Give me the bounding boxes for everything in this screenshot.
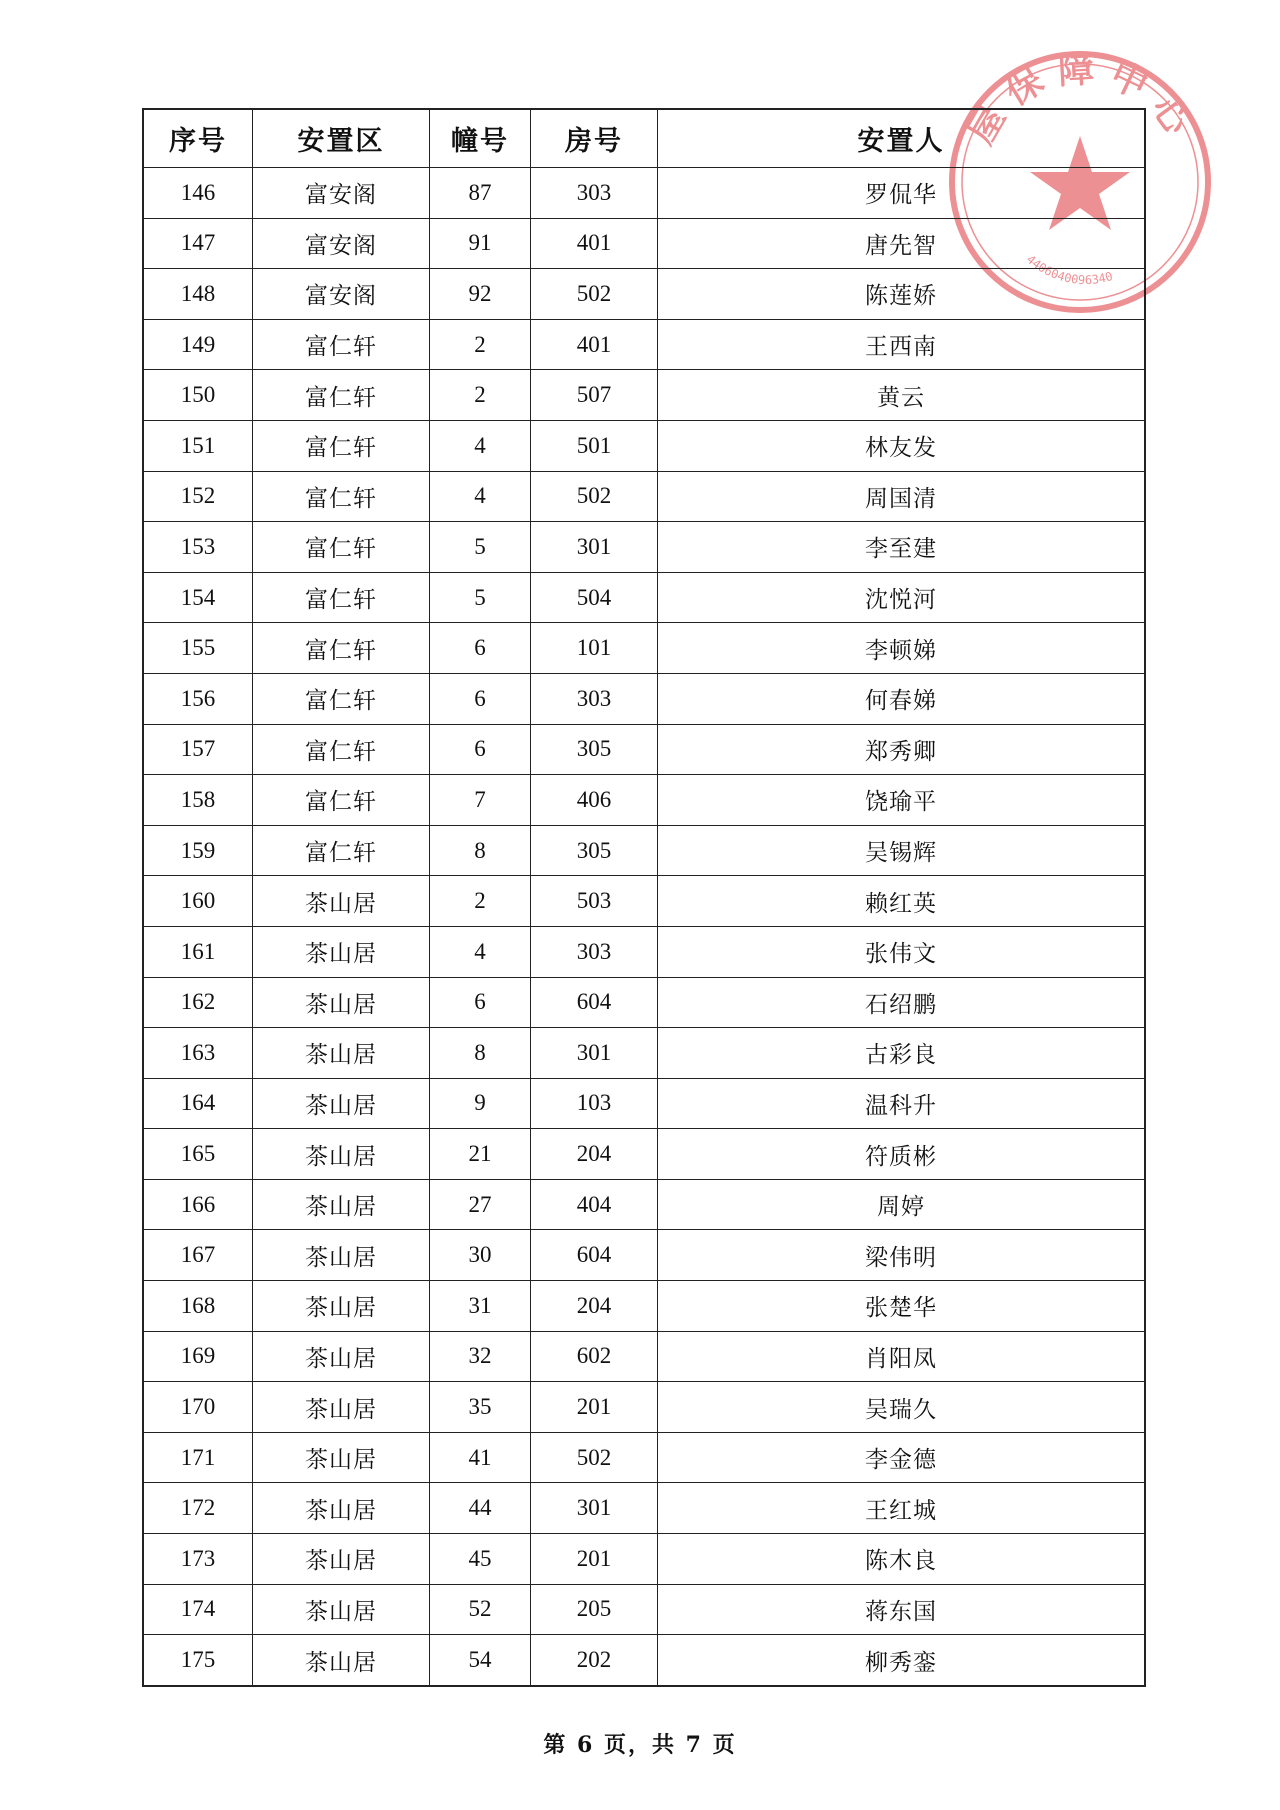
cell-serial-number: 173 <box>143 1534 253 1585</box>
header-relocation-area: 安置区 <box>253 109 430 168</box>
table-row <box>143 673 1145 724</box>
cell-relocation-area: 茶山居 <box>253 1179 430 1230</box>
cell-relocation-area: 富安阁 <box>253 168 430 219</box>
cell-room-number: 404 <box>531 1179 658 1230</box>
table-row <box>143 1129 1145 1180</box>
cell-resettled-person: 饶瑜平 <box>658 775 1146 826</box>
cell-serial-number: 156 <box>143 673 253 724</box>
cell-room-number: 401 <box>531 319 658 370</box>
cell-relocation-area: 茶山居 <box>253 1028 430 1079</box>
cell-room-number: 301 <box>531 522 658 573</box>
cell-building-number: 4 <box>430 926 531 977</box>
cell-resettled-person: 王红城 <box>658 1483 1146 1534</box>
table-header-row <box>143 109 1145 168</box>
table-row <box>143 420 1145 471</box>
cell-building-number: 30 <box>430 1230 531 1281</box>
cell-building-number: 92 <box>430 269 531 320</box>
cell-resettled-person: 周婷 <box>658 1179 1146 1230</box>
cell-resettled-person: 肖阳凤 <box>658 1331 1146 1382</box>
cell-relocation-area: 茶山居 <box>253 1584 430 1635</box>
cell-building-number: 2 <box>430 370 531 421</box>
cell-room-number: 305 <box>531 724 658 775</box>
cell-building-number: 41 <box>430 1432 531 1483</box>
header-room-number: 房号 <box>531 109 658 168</box>
cell-relocation-area: 茶山居 <box>253 1331 430 1382</box>
cell-resettled-person: 陈木良 <box>658 1534 1146 1585</box>
cell-building-number: 6 <box>430 673 531 724</box>
cell-room-number: 301 <box>531 1028 658 1079</box>
cell-room-number: 501 <box>531 420 658 471</box>
cell-relocation-area: 茶山居 <box>253 1432 430 1483</box>
cell-room-number: 504 <box>531 572 658 623</box>
table-row <box>143 471 1145 522</box>
page-number-footer: 第 6 页，共 7 页 <box>543 1732 737 1758</box>
table-row <box>143 1382 1145 1433</box>
cell-resettled-person: 赖红英 <box>658 876 1146 927</box>
cell-room-number: 401 <box>531 218 658 269</box>
cell-building-number: 35 <box>430 1382 531 1433</box>
cell-serial-number: 157 <box>143 724 253 775</box>
cell-resettled-person: 张伟文 <box>658 926 1146 977</box>
cell-serial-number: 161 <box>143 926 253 977</box>
table-row <box>143 1331 1145 1382</box>
cell-serial-number: 160 <box>143 876 253 927</box>
cell-relocation-area: 富仁轩 <box>253 572 430 623</box>
cell-serial-number: 159 <box>143 825 253 876</box>
relocation-roster-table <box>142 108 1146 1687</box>
cell-relocation-area: 富仁轩 <box>253 623 430 674</box>
cell-room-number: 204 <box>531 1129 658 1180</box>
cell-serial-number: 166 <box>143 1179 253 1230</box>
cell-room-number: 604 <box>531 977 658 1028</box>
cell-resettled-person: 罗侃华 <box>658 168 1146 219</box>
cell-room-number: 301 <box>531 1483 658 1534</box>
cell-relocation-area: 茶山居 <box>253 1078 430 1129</box>
cell-building-number: 5 <box>430 522 531 573</box>
cell-building-number: 2 <box>430 876 531 927</box>
cell-serial-number: 149 <box>143 319 253 370</box>
cell-serial-number: 154 <box>143 572 253 623</box>
cell-building-number: 7 <box>430 775 531 826</box>
cell-relocation-area: 茶山居 <box>253 1534 430 1585</box>
table-row <box>143 1483 1145 1534</box>
cell-building-number: 45 <box>430 1534 531 1585</box>
cell-room-number: 101 <box>531 623 658 674</box>
cell-resettled-person: 李金德 <box>658 1432 1146 1483</box>
table-row <box>143 1534 1145 1585</box>
cell-building-number: 8 <box>430 1028 531 1079</box>
cell-resettled-person: 梁伟明 <box>658 1230 1146 1281</box>
cell-relocation-area: 茶山居 <box>253 1483 430 1534</box>
cell-building-number: 44 <box>430 1483 531 1534</box>
cell-relocation-area: 茶山居 <box>253 1230 430 1281</box>
cell-room-number: 202 <box>531 1635 658 1686</box>
cell-resettled-person: 温科升 <box>658 1078 1146 1129</box>
cell-room-number: 201 <box>531 1382 658 1433</box>
cell-room-number: 303 <box>531 926 658 977</box>
table-row <box>143 522 1145 573</box>
cell-building-number: 4 <box>430 471 531 522</box>
table-row <box>143 724 1145 775</box>
cell-relocation-area: 富仁轩 <box>253 471 430 522</box>
table-row <box>143 623 1145 674</box>
cell-resettled-person: 何春娣 <box>658 673 1146 724</box>
table-row <box>143 1028 1145 1079</box>
cell-resettled-person: 柳秀銮 <box>658 1635 1146 1686</box>
cell-relocation-area: 茶山居 <box>253 1382 430 1433</box>
svg-text:4406040096340: 4406040096340 <box>1023 252 1115 288</box>
cell-building-number: 21 <box>430 1129 531 1180</box>
relocation-roster-table-wrap <box>142 108 1146 1687</box>
cell-serial-number: 155 <box>143 623 253 674</box>
cell-serial-number: 146 <box>143 168 253 219</box>
cell-resettled-person: 林友发 <box>658 420 1146 471</box>
table-row <box>143 1635 1145 1686</box>
table-row <box>143 1584 1145 1635</box>
header-serial-number: 序号 <box>143 109 253 168</box>
cell-serial-number: 174 <box>143 1584 253 1635</box>
cell-building-number: 91 <box>430 218 531 269</box>
cell-resettled-person: 吴锡辉 <box>658 825 1146 876</box>
cell-resettled-person: 黄云 <box>658 370 1146 421</box>
cell-relocation-area: 富仁轩 <box>253 673 430 724</box>
table-row <box>143 977 1145 1028</box>
cell-room-number: 602 <box>531 1331 658 1382</box>
table-row <box>143 218 1145 269</box>
cell-building-number: 32 <box>430 1331 531 1382</box>
cell-building-number: 31 <box>430 1281 531 1332</box>
table-row <box>143 1179 1145 1230</box>
cell-relocation-area: 富仁轩 <box>253 522 430 573</box>
cell-serial-number: 147 <box>143 218 253 269</box>
cell-room-number: 204 <box>531 1281 658 1332</box>
cell-resettled-person: 符质彬 <box>658 1129 1146 1180</box>
cell-serial-number: 167 <box>143 1230 253 1281</box>
cell-resettled-person: 蒋东国 <box>658 1584 1146 1635</box>
cell-relocation-area: 富安阁 <box>253 269 430 320</box>
cell-room-number: 502 <box>531 269 658 320</box>
cell-building-number: 9 <box>430 1078 531 1129</box>
table-row <box>143 319 1145 370</box>
cell-serial-number: 158 <box>143 775 253 826</box>
cell-serial-number: 164 <box>143 1078 253 1129</box>
cell-serial-number: 170 <box>143 1382 253 1433</box>
cell-building-number: 4 <box>430 420 531 471</box>
table-row <box>143 926 1145 977</box>
cell-building-number: 52 <box>430 1584 531 1635</box>
cell-resettled-person: 张楚华 <box>658 1281 1146 1332</box>
cell-resettled-person: 石绍鹏 <box>658 977 1146 1028</box>
cell-building-number: 6 <box>430 724 531 775</box>
cell-serial-number: 169 <box>143 1331 253 1382</box>
cell-resettled-person: 沈悦河 <box>658 572 1146 623</box>
cell-serial-number: 150 <box>143 370 253 421</box>
table-row <box>143 370 1145 421</box>
cell-serial-number: 163 <box>143 1028 253 1079</box>
cell-relocation-area: 富仁轩 <box>253 319 430 370</box>
cell-resettled-person: 李至建 <box>658 522 1146 573</box>
cell-room-number: 503 <box>531 876 658 927</box>
table-row <box>143 269 1145 320</box>
cell-relocation-area: 茶山居 <box>253 1129 430 1180</box>
cell-resettled-person: 古彩良 <box>658 1028 1146 1079</box>
cell-relocation-area: 富仁轩 <box>253 825 430 876</box>
cell-building-number: 27 <box>430 1179 531 1230</box>
cell-building-number: 8 <box>430 825 531 876</box>
cell-relocation-area: 富仁轩 <box>253 420 430 471</box>
cell-room-number: 604 <box>531 1230 658 1281</box>
cell-serial-number: 171 <box>143 1432 253 1483</box>
table-row <box>143 168 1145 219</box>
cell-relocation-area: 富安阁 <box>253 218 430 269</box>
cell-room-number: 502 <box>531 471 658 522</box>
cell-serial-number: 152 <box>143 471 253 522</box>
header-resettled-person: 安置人 <box>658 109 1146 168</box>
table-row <box>143 775 1145 826</box>
cell-building-number: 54 <box>430 1635 531 1686</box>
cell-serial-number: 172 <box>143 1483 253 1534</box>
cell-relocation-area: 茶山居 <box>253 876 430 927</box>
cell-relocation-area: 富仁轩 <box>253 724 430 775</box>
cell-relocation-area: 茶山居 <box>253 926 430 977</box>
cell-room-number: 303 <box>531 168 658 219</box>
cell-serial-number: 168 <box>143 1281 253 1332</box>
table-row <box>143 1230 1145 1281</box>
svg-text:屋 保 障 中 心: 屋 保 障 中 心 <box>960 49 1198 152</box>
cell-relocation-area: 富仁轩 <box>253 370 430 421</box>
cell-resettled-person: 陈莲娇 <box>658 269 1146 320</box>
cell-relocation-area: 茶山居 <box>253 1281 430 1332</box>
cell-serial-number: 162 <box>143 977 253 1028</box>
cell-room-number: 201 <box>531 1534 658 1585</box>
cell-serial-number: 148 <box>143 269 253 320</box>
cell-relocation-area: 茶山居 <box>253 977 430 1028</box>
cell-serial-number: 165 <box>143 1129 253 1180</box>
table-row <box>143 1281 1145 1332</box>
cell-serial-number: 153 <box>143 522 253 573</box>
cell-room-number: 502 <box>531 1432 658 1483</box>
table-row <box>143 1432 1145 1483</box>
cell-room-number: 103 <box>531 1078 658 1129</box>
cell-room-number: 507 <box>531 370 658 421</box>
cell-room-number: 305 <box>531 825 658 876</box>
table-row <box>143 825 1145 876</box>
cell-resettled-person: 王西南 <box>658 319 1146 370</box>
cell-building-number: 6 <box>430 977 531 1028</box>
cell-building-number: 6 <box>430 623 531 674</box>
cell-room-number: 205 <box>531 1584 658 1635</box>
cell-relocation-area: 茶山居 <box>253 1635 430 1686</box>
table-body <box>143 168 1145 1686</box>
cell-relocation-area: 富仁轩 <box>253 775 430 826</box>
cell-building-number: 2 <box>430 319 531 370</box>
cell-building-number: 87 <box>430 168 531 219</box>
header-building-number: 幢号 <box>430 109 531 168</box>
cell-resettled-person: 李顿娣 <box>658 623 1146 674</box>
cell-resettled-person: 郑秀卿 <box>658 724 1146 775</box>
table-row <box>143 572 1145 623</box>
cell-room-number: 406 <box>531 775 658 826</box>
cell-serial-number: 151 <box>143 420 253 471</box>
cell-room-number: 303 <box>531 673 658 724</box>
table-row <box>143 1078 1145 1129</box>
cell-resettled-person: 吴瑞久 <box>658 1382 1146 1433</box>
cell-serial-number: 175 <box>143 1635 253 1686</box>
cell-resettled-person: 唐先智 <box>658 218 1146 269</box>
cell-building-number: 5 <box>430 572 531 623</box>
cell-resettled-person: 周国清 <box>658 471 1146 522</box>
table-row <box>143 876 1145 927</box>
